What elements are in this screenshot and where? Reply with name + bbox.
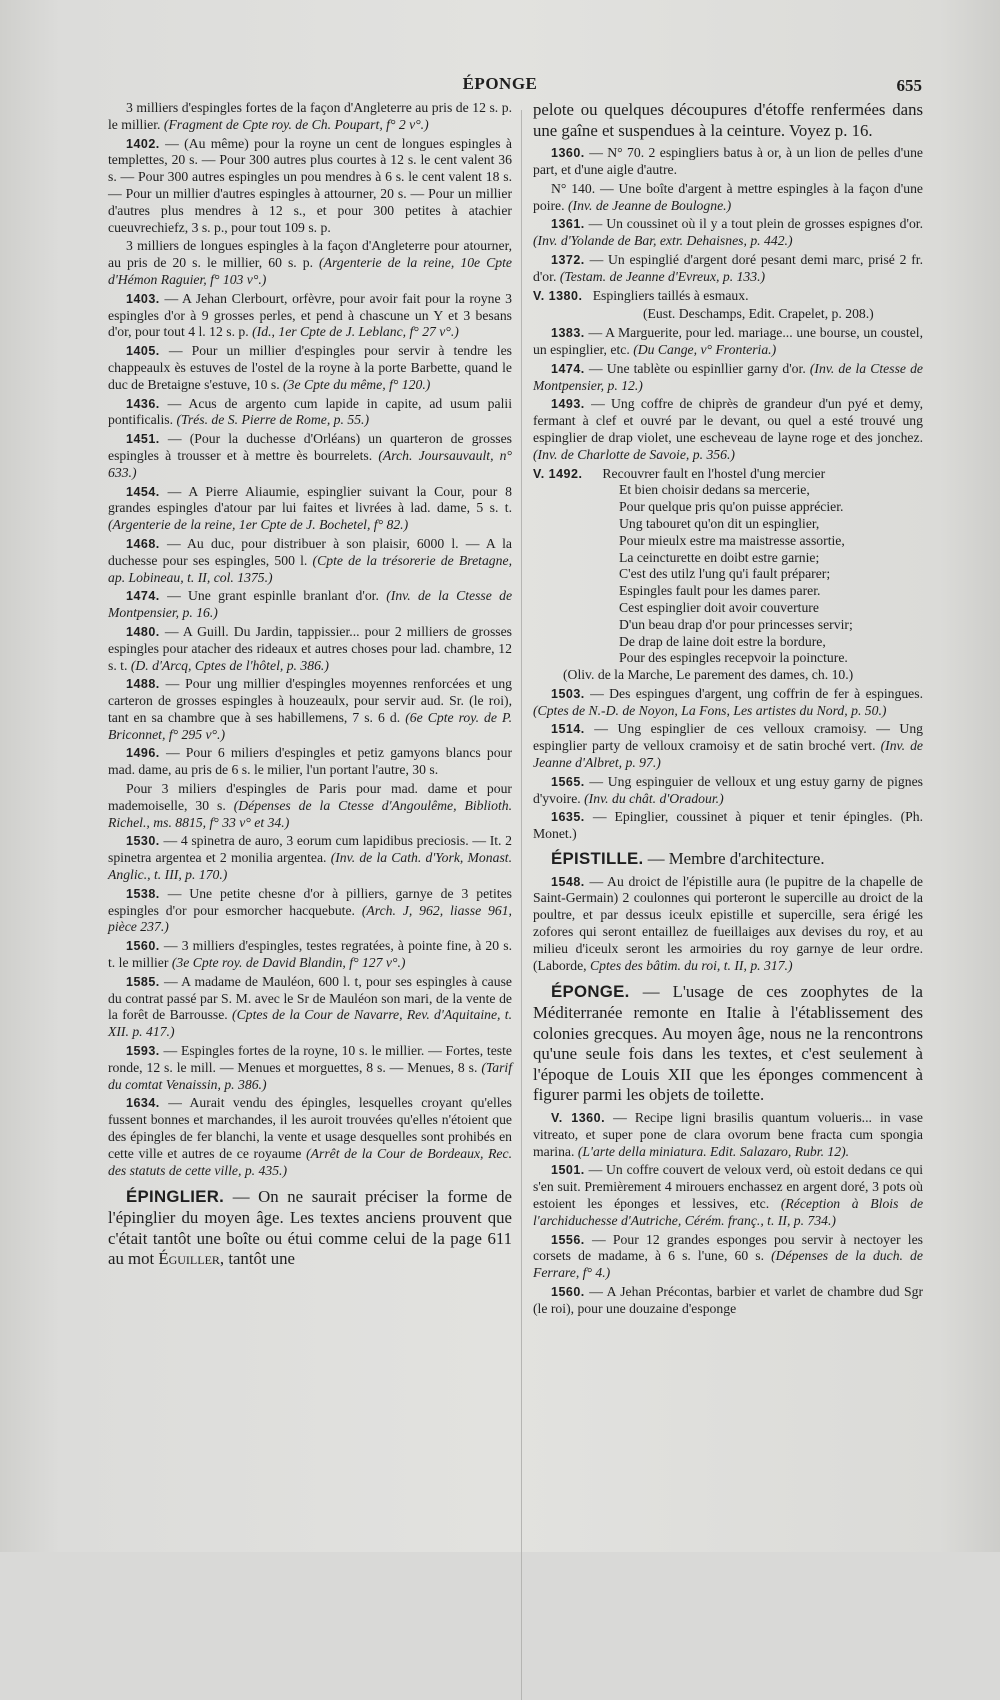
epinglier-smallcaps: Éguiller bbox=[158, 1249, 220, 1269]
entry bbox=[108, 396, 512, 430]
entry-source: (Inv. de la Ctesse de Montpensier, p. 16.) bbox=[108, 588, 513, 621]
entry-text: — Aurait vendu des épingles, lesquelles croyant qu'elles fussent bonnes et marchandes, il les auroit trouvées qu'elles n'étoient que des épingles de fer blanchi, la vente et usage desquelles sont prohibés en cette ville et autres de ce royaume bbox=[108, 1095, 512, 1161]
entries-group-e bbox=[533, 1110, 923, 1318]
poem-line: Et bien choisir dedans sa mercerie, bbox=[619, 482, 810, 498]
entry-number: 1514. bbox=[551, 722, 585, 737]
entry-source: (6e Cpte roy. de P. Briconnet, f° 295 v°.) bbox=[108, 709, 513, 742]
entry-number: 1361. bbox=[551, 217, 585, 232]
entry-number: 1480. bbox=[126, 624, 160, 639]
entry-text: — Une tablète ou espinllier garny d'or. bbox=[588, 360, 806, 376]
entry bbox=[533, 809, 923, 843]
entry-number: 1383. bbox=[551, 326, 585, 341]
left-column bbox=[108, 100, 512, 1274]
entry-text: — Un espinglié d'argent doré pesant demi marc, prisé 2 fr. d'or. bbox=[533, 251, 924, 284]
entry-number: 1454. bbox=[126, 484, 160, 499]
entry-text: — Un coffre couvert de veloux verd, où estoit dedans ce qui s'en suit. Premièrement 4 mirouers enchassez en argent doré, 3 pots où estoient les éponges et lessives, etc. bbox=[533, 1162, 923, 1211]
entry-number: 1560. bbox=[126, 939, 160, 954]
entry bbox=[533, 181, 923, 215]
entry-source: (Du Cange, v° Fronteria.) bbox=[633, 341, 777, 357]
entry-text: Pour 3 miliers d'espingles de Paris pour mad. dame et pour mademoiselle, 30 s. bbox=[108, 781, 512, 813]
entry-number: 1403. bbox=[126, 291, 160, 306]
entry-source: (Dépenses de la Ctesse d'Angoulême, Biblioth. Richel., ms. 8815, f° 33 v° et 34.) bbox=[108, 797, 513, 830]
entry-number: 1503. bbox=[551, 686, 585, 701]
epinglier-text-after: , tantôt une bbox=[219, 1249, 295, 1269]
entry-number: 1634. bbox=[126, 1096, 160, 1111]
entry bbox=[108, 238, 512, 288]
entry-text: — Au droict de l'épistille aura (le pupitre de la chapelle de Saint-Germain) 2 coulonnes qui porteront le supercille au droict de la poultre, et par dessus iceulx epistille et supercille, sera érigé les zofores qui seront entaillez de fueillaiges aux devises du roy, et au milieu d'iceulx seront les armoiries du roy garnye de leur ordre. (Laborde, bbox=[533, 873, 923, 973]
poem-reference: (Oliv. de la Marche, Le parement des dames, ch. 10.) bbox=[563, 667, 854, 683]
entry-text: — Une petite chesne d'or à pilliers, garnye de 3 petites espingles d'or pour esmorcher hacquebute. bbox=[108, 885, 512, 918]
poem-line: Pour mieulx estre ma maistresse assortie, bbox=[619, 532, 845, 548]
entry-number: 1530. bbox=[126, 834, 160, 849]
poem-line: La ceincturette en doibt estre garnie; bbox=[619, 549, 820, 565]
poem-line: Ung tabouret qu'on dit un espinglier, bbox=[619, 515, 820, 531]
entries-group-d bbox=[533, 874, 923, 975]
epinglier-article bbox=[108, 1187, 512, 1269]
entry-text: — Une grant espinlle branlant d'or. bbox=[167, 588, 379, 604]
column-divider bbox=[521, 110, 522, 1700]
entry-source: (Id., 1er Cpte de J. Leblanc, f° 27 v°.) bbox=[252, 324, 459, 340]
entry bbox=[533, 874, 923, 975]
entry bbox=[108, 833, 512, 883]
entry-text: — (Pour la duchesse d'Orléans) un quarteron de grosses espingles à trousser et à mettre ès bourrelets. bbox=[108, 431, 512, 463]
entry-number: V. 1360. bbox=[551, 1111, 606, 1125]
entry-number: 1556. bbox=[551, 1232, 585, 1247]
entry bbox=[108, 1043, 512, 1093]
entry-number: 1436. bbox=[126, 396, 160, 411]
entry bbox=[108, 938, 512, 972]
entry-number: 1593. bbox=[126, 1044, 160, 1059]
poem-line: C'est des utilz l'ung qu'i fault préparer; bbox=[619, 566, 831, 582]
entry bbox=[108, 536, 512, 586]
entry-source: (Inv. de Jeanne d'Albret, p. 97.) bbox=[533, 738, 924, 771]
entry bbox=[533, 1110, 923, 1160]
epinglier-text: — On ne saurait préciser la forme de l'épinglier du moyen âge. Les textes anciens prouvent que c'était tantôt une boîte ou étui comme celui de la page 611 au mot bbox=[108, 1187, 512, 1269]
poem-line bbox=[533, 466, 923, 483]
entry-text: — N° 70. 2 espingliers batus à or, à un lion de pelles d'une part, et d'une aigle d'autre. bbox=[533, 145, 923, 177]
entry-number: 1468. bbox=[126, 536, 160, 551]
entry-number: 1501. bbox=[551, 1163, 585, 1178]
entry bbox=[533, 774, 923, 808]
entry-text: — Acus de argento cum lapide in capite, ad usum palii pontificalis. bbox=[108, 395, 512, 428]
entry bbox=[533, 145, 923, 179]
entry-text: — Pour ung millier d'espingles moyennes renforcées et ung carteron de grosses espingles à houzeaulx, pour servir aud. Sr. (le roi), tant en sa chambre que à ses habillemens, 7 s. 6 d. bbox=[108, 676, 513, 725]
entry bbox=[533, 721, 923, 771]
entry-source: (Fragment de Cpte roy. de Ch. Poupart, f° 2 v°.) bbox=[163, 116, 429, 132]
entry-text: — Ung espinguier de velloux et ung estuy garny de pignes d'yvoire. bbox=[533, 773, 923, 806]
entry-source: (Inv. de la Ctesse de Montpensier, p. 12.) bbox=[533, 360, 924, 393]
entry-number: 1496. bbox=[126, 746, 160, 761]
entry-text: — Des espingues d'argent, ung coffrin de fer à espingues. bbox=[590, 685, 923, 701]
entries-group-a bbox=[533, 145, 923, 285]
entry-text: — Recipe ligni brasilis quantum volueris... in vase vitreato, et super pone de clara ovorum bene fracta cum spongia marina. bbox=[533, 1110, 924, 1159]
entry-number: 1538. bbox=[126, 886, 160, 901]
entry-number: 1360. bbox=[551, 146, 585, 161]
entry-number: 1474. bbox=[551, 361, 585, 376]
entry bbox=[108, 100, 512, 134]
entry-number: 1372. bbox=[551, 252, 585, 267]
entry-text: — Espingles fortes de la royne, 10 s. le millier. — Fortes, teste ronde, 12 s. le mill. — Menues et morguettes, 8 s. — Menues, 8 s. bbox=[108, 1043, 513, 1075]
entry bbox=[533, 361, 923, 395]
left-entries bbox=[108, 100, 512, 1179]
entry-source: (Tarif du comtat Venaissin, p. 386.) bbox=[108, 1059, 513, 1092]
entry bbox=[108, 781, 512, 831]
entry-source: (Argenterie de la reine, 10e Cpte d'Hémon Raguier, f° 103 v°.) bbox=[108, 255, 512, 287]
entry-text: — A Guill. Du Jardin, tappissier... pour 2 milliers de grosses espingles pour atacher des rideaux et autres choses pour lad. chambre, 12 s. t. bbox=[108, 623, 512, 673]
entry-v1380 bbox=[533, 288, 923, 305]
running-title: ÉPONGE bbox=[462, 74, 538, 93]
entry-text: — A madame de Mauléon, 600 l. t, pour ses espingles à cause du contrat passé par S. M. avec le Sr de Mauléon son mari, de la vente de la forêt de Barrousse. bbox=[108, 973, 512, 1023]
entry-text: 3 milliers d'espingles fortes de la façon d'Angleterre au pris de 12 s. p. le millier. bbox=[108, 100, 512, 132]
entry-text: — Ung coffre de chiprès de grandeur d'un pyé et demy, fermant à clef et ouvré par le devant, ou quel a esté trouvé ung espinglier de drap violet, une escheveau de layne roge et des jonchez. bbox=[533, 396, 924, 445]
entry bbox=[108, 676, 512, 743]
entry-text: — A Jehan Précontas, barbier et varlet de chambre dud Sgr (le roi), pour une douzaine d'esponge bbox=[533, 1283, 923, 1316]
entry-text: — Epinglier, coussinet à piquer et tenir épingles. (Ph. Monet.) bbox=[533, 809, 924, 842]
poem-line: De drap de laine doit estre la bordure, bbox=[619, 633, 826, 649]
entry-source: (Testam. de Jeanne d'Evreux, p. 133.) bbox=[559, 268, 766, 284]
entry-text: — Pour un millier d'espingles pour servir à tendre les chappeaulx ès estuves de l'ostel de la royne à la porte Barbette, quand le duc de Bretaigne s'estuve, 10 s. bbox=[108, 343, 513, 392]
entry-source: (Réception à Blois de l'archiduchesse d'Autriche, Cérém. franç., t. II, p. 734.) bbox=[533, 1195, 924, 1228]
poem-line: Espingles fault pour les dames parer. bbox=[619, 583, 821, 599]
entry-number: 1560. bbox=[551, 1284, 585, 1299]
epistille-article bbox=[533, 849, 923, 870]
entries-group-c bbox=[533, 686, 923, 843]
entry-source: (Arrêt de la Cour de Bordeaux, Rec. des statuts de cette ville, p. 435.) bbox=[108, 1145, 513, 1178]
entry bbox=[108, 291, 512, 341]
entry-source: (Cptes de la Cour de Navarre, Rev. d'Aquitaine, t. XII. p. 417.) bbox=[108, 1007, 512, 1040]
entry bbox=[533, 1162, 923, 1229]
entry bbox=[108, 136, 512, 237]
entry-source: (D. d'Arcq, Cptes de l'hôtel, p. 386.) bbox=[130, 657, 329, 673]
entry-number: 1548. bbox=[551, 874, 585, 889]
poem-line-text: Recouvrer fault en l'hostel d'ung mercier bbox=[602, 465, 826, 481]
entry-number: V. 1492. bbox=[533, 466, 583, 481]
entry-text: — A Pierre Aliaumie, espinglier suivant la Cour, pour 8 grandes espingles d'atour par lui faites et livrées à lad. dame, 5 s. t. bbox=[108, 483, 513, 516]
entries-group-b bbox=[533, 325, 923, 463]
entry bbox=[533, 686, 923, 720]
entry-text: — Pour 6 miliers d'espingles et petiz gamyons blancs pour mad. dame, au pris de 6 s. le milier, l'un portant l'autre, 30 s. bbox=[108, 745, 512, 778]
epistille-text: — Membre d'architecture. bbox=[647, 849, 825, 869]
entry bbox=[533, 1232, 923, 1282]
poem-line: Cest espinglier doit avoir couverture bbox=[619, 599, 819, 615]
entry bbox=[108, 886, 512, 936]
entry bbox=[533, 252, 923, 286]
entry bbox=[108, 624, 512, 674]
epinglier-heading: ÉPINGLIER. bbox=[126, 1187, 225, 1207]
entry-number: 1474. bbox=[126, 589, 160, 604]
entry-text: Espingliers taillés à esmaux. bbox=[592, 287, 749, 303]
entry bbox=[533, 216, 923, 250]
entry bbox=[108, 1095, 512, 1179]
entry-text: — Ung espinglier de ces velloux cramoisy. — Ung espinglier party de velloux cramoisy et de satin broché vert. bbox=[533, 721, 924, 754]
entry-source: (Inv. de la Cath. d'York, Monast. Anglic., t. III, p. 170.) bbox=[108, 850, 512, 883]
poem-line: D'un beau drap d'or pour princesses servir; bbox=[619, 616, 853, 632]
entry-v1380-ref: (Eust. Deschamps, Edit. Crapelet, p. 208.) bbox=[643, 306, 874, 322]
entry bbox=[108, 343, 512, 393]
entry-text: — Au duc, pour distribuer à son plaisir, 6000 l. — A la duchesse pour ses espingles, 500 l. bbox=[108, 535, 513, 568]
entry-source: (Dépenses de la duch. de Ferrare, f° 4.) bbox=[533, 1248, 923, 1281]
page-number: 655 bbox=[896, 76, 922, 95]
entry-source: (Arch. J, 962, liasse 961, pièce 237.) bbox=[108, 902, 512, 935]
entry-source: (Inv. de Jeanne de Boulogne.) bbox=[567, 197, 732, 213]
entry-source: (Cpte de la trésorerie de Bretagne, ap. Lobineau, t. II, col. 1375.) bbox=[108, 552, 512, 585]
entry bbox=[533, 396, 923, 463]
entry bbox=[108, 484, 512, 534]
entry-number: 1451. bbox=[126, 432, 160, 447]
entry-number: 1488. bbox=[126, 677, 160, 692]
entry bbox=[533, 325, 923, 359]
entry-number: V. 1380. bbox=[533, 288, 583, 303]
entry-number: 1635. bbox=[551, 810, 585, 825]
right-column bbox=[533, 100, 923, 1320]
entry-text: — A Jehan Clerbourt, orfèvre, pour avoir fait pour la royne 3 espingles d'or à 9 grosses perles, et pend à chascune un Y et 3 besans d'or, pour tout 4 l. 12 s. p. bbox=[108, 290, 513, 340]
entry-text: — (Au même) pour la royne un cent de longues espingles à templettes, 20 s. — Pour 300 autres plus courtes à 12 s. le cent valent 36 s. — Pour 300 autres espingles un pou mendres à 6 s. le cent valent 18 s. — Pour un millier d'autres espingles à attourner, 20 s. — Pour un millier d'autres plus mendres à 12 s., et pour 300 petites à atachier cueuvrechiefz, 3 s. p., pour tout 109 s. p. bbox=[108, 135, 512, 235]
entry-number: 1493. bbox=[551, 397, 585, 412]
entry bbox=[108, 974, 512, 1041]
entry-text: — Un coussinet où il y a tout plein de grosses espignes d'or. bbox=[588, 216, 924, 232]
epinglier-continuation: pelote ou quelques découpures d'étoffe renfermées dans une gaîne et suspendues à la ceinture. Voyez p. 16. bbox=[533, 100, 923, 140]
entry-text: — A Marguerite, pour led. mariage... une bourse, un coustel, un espinglier, etc. bbox=[533, 325, 924, 357]
entry-text: 3 milliers de longues espingles à la façon d'Angleterre pour atourner, au pris de 20 s. le millier, 60 s. p. bbox=[108, 238, 512, 271]
entry-source: (Argenterie de la reine, 1er Cpte de J. Bochetel, f° 82.) bbox=[108, 517, 409, 533]
entry bbox=[108, 588, 512, 622]
entry-source: (3e Cpte du même, f° 120.) bbox=[283, 376, 431, 392]
eponge-article bbox=[533, 982, 923, 1106]
entry bbox=[108, 431, 512, 481]
entry-source: (Inv. de Charlotte de Savoie, p. 356.) bbox=[533, 446, 735, 462]
running-head bbox=[0, 74, 1000, 100]
entry-number: 1405. bbox=[126, 344, 160, 359]
poem-line: Pour des espingles recepvoir la poincture. bbox=[619, 650, 848, 666]
entry-text: — 3 milliers d'espingles, testes regratées, à pointe fine, à 20 s. t. le millier bbox=[108, 938, 512, 971]
entry-source: (Inv. d'Yolande de Bar, extr. Dehaisnes, p. 442.) bbox=[533, 233, 793, 249]
entry-number: 1402. bbox=[126, 136, 160, 151]
eponge-heading: ÉPONGE. bbox=[551, 982, 630, 1002]
entry-source: (Trés. de S. Pierre de Rome, p. 55.) bbox=[176, 412, 370, 428]
entry-text: N° 140. — Une boîte d'argent à mettre espingles à la façon d'une poire. bbox=[533, 180, 923, 213]
entry bbox=[108, 745, 512, 779]
entry-number: 1585. bbox=[126, 974, 160, 989]
poem-block bbox=[533, 466, 923, 668]
entry-text: — Pour 12 grandes esponges pou servir à nectoyer les corsets de madame, à 6 s. l'une, 60 s. bbox=[533, 1231, 923, 1264]
entry-text: — 4 spinetra de auro, 3 eorum cum lapidibus preciosis. — It. 2 spinetra argentea et 2 monilia argentea. bbox=[108, 833, 512, 866]
entry-source: (Arch. Joursauvault, n° 633.) bbox=[108, 447, 512, 480]
entry bbox=[533, 1284, 923, 1318]
poem-line: Pour quelque pris qu'on puisse apprécier. bbox=[619, 499, 844, 515]
entry-source: (L'arte della miniatura. Edit. Salazaro, Rubr. 12). bbox=[577, 1143, 850, 1159]
entry-source: Cptes des bâtim. du roi, t. II, p. 317.) bbox=[590, 957, 793, 973]
epistille-heading: ÉPISTILLE. bbox=[551, 849, 644, 869]
entry-source: (Inv. du chât. d'Oradour.) bbox=[584, 790, 724, 806]
entry-number: 1565. bbox=[551, 774, 585, 789]
eponge-text: — L'usage de ces zoophytes de la Méditerranée remonte en Italie à l'établissement des colonies grecques. Au moyen âge, nous ne la rencontrons qu'une seule fois dans les textes, et c'est seulement à l'époque de Louis XII que les éponges commencent à figurer parmi les objets de toilette. bbox=[533, 982, 923, 1105]
entry-source: (3e Cpte roy. de David Blandin, f° 127 v°.) bbox=[171, 955, 406, 971]
entry-source: (Cptes de N.-D. de Noyon, La Fons, Les artistes du Nord, p. 50.) bbox=[533, 702, 887, 718]
